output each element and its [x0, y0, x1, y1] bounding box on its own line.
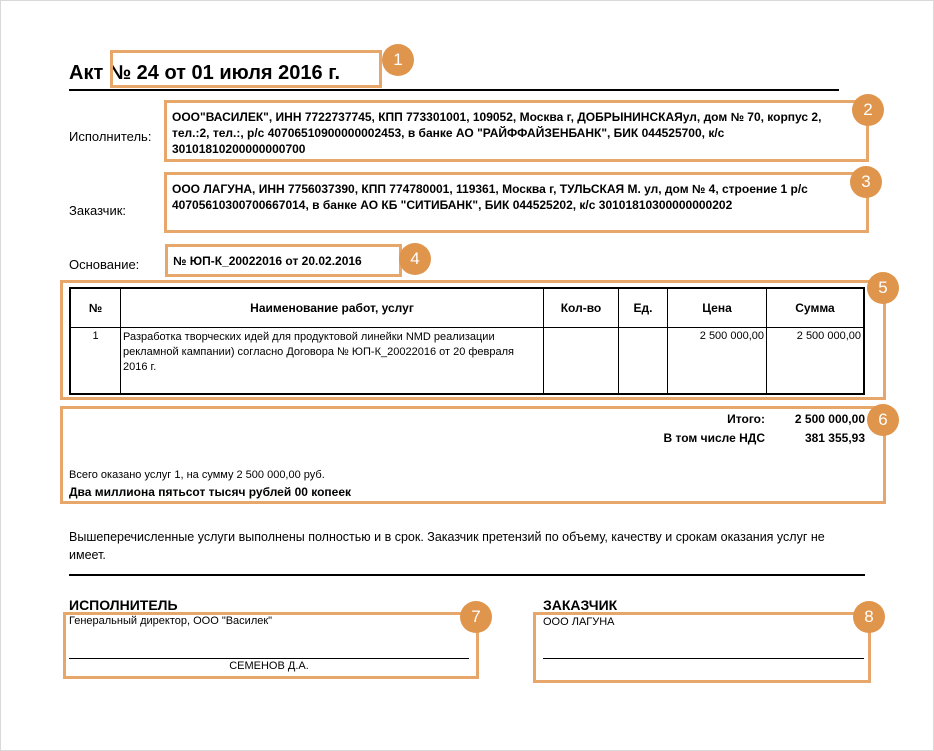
basis-label: Основание: — [69, 257, 140, 272]
col-header-name: Наименование работ, услуг — [121, 288, 544, 328]
executor-heading: ИСПОЛНИТЕЛЬ — [69, 597, 178, 613]
executor-details: ООО"ВАСИЛЕК", ИНН 7722737745, КПП 773301001, 109052, Москва г, ДОБРЫНИНСКАЯул, дом № 70, корпус 2, тел.:2, тел.:, р/с 40706510900000002453, в банке АО "РАЙФФАЙЗЕНБАНК", БИК 044525700, к/с 30101810200000000700 — [172, 110, 822, 156]
customer-signature-line — [543, 658, 864, 659]
cell-sum: 2 500 000,00 — [767, 328, 865, 395]
badge-4: 4 — [399, 243, 431, 275]
cell-qty — [544, 328, 619, 395]
total-value: 2 500 000,00 — [794, 412, 865, 426]
cell-unit — [619, 328, 668, 395]
badge-7: 7 — [460, 601, 492, 633]
col-header-unit: Ед. — [619, 288, 668, 328]
table-header-row — [70, 288, 864, 328]
total-label: Итого: — [727, 412, 765, 426]
amount-in-words: Два миллиона пятьсот тысяч рублей 00 копеек — [69, 485, 352, 499]
executor-signature-line — [69, 658, 469, 659]
badge-3: 3 — [850, 166, 882, 198]
vat-label: В том числе НДС — [663, 431, 765, 445]
cell-name: Разработка творческих идей для продуктовой линейки NMD реализации рекламной кампании) согласно Договора № ЮП-К_20022016 от 20 февраля 2016 г. — [121, 328, 544, 395]
col-header-sum: Сумма — [767, 288, 865, 328]
badge-8: 8 — [853, 601, 885, 633]
col-header-price: Цена — [668, 288, 767, 328]
executor-label: Исполнитель: — [69, 129, 152, 144]
highlight-customer — [164, 172, 869, 233]
customer-heading: ЗАКАЗЧИК — [543, 597, 618, 613]
summary-line: Всего оказано услуг 1, на сумму 2 500 000,00 руб. — [69, 469, 325, 481]
highlight-basis — [165, 244, 402, 277]
title-prefix: Акт — [69, 62, 109, 84]
col-header-num: № — [70, 288, 121, 328]
cell-num: 1 — [70, 328, 121, 395]
completion-statement: Вышеперечисленные услуги выполнены полностью и в срок. Заказчик претензий по объему, качеству и срокам оказания услуг не имеет. — [69, 530, 825, 562]
col-header-qty: Кол-во — [544, 288, 619, 328]
works-table — [69, 287, 865, 395]
badge-6: 6 — [867, 404, 899, 436]
title-number: № 24 от 01 июля 2016 г. — [108, 62, 341, 84]
customer-org: ООО ЛАГУНА — [543, 616, 615, 628]
vat-value: 381 355,93 — [804, 431, 865, 445]
cell-price: 2 500 000,00 — [668, 328, 767, 395]
customer-label: Заказчик: — [69, 203, 127, 218]
highlight-title-number — [110, 50, 382, 88]
badge-5: 5 — [867, 272, 899, 304]
basis-value: № ЮП-К_20022016 от 20.02.2016 — [173, 254, 362, 268]
highlight-executor — [164, 100, 869, 162]
executor-name: СЕМЕНОВ Д.А. — [229, 660, 309, 672]
title-divider — [69, 89, 839, 91]
signatures-divider — [69, 574, 865, 576]
customer-details: ООО ЛАГУНА, ИНН 7756037390, КПП 774780001, 119361, Москва г, ТУЛЬСКАЯ М. ул, дом № 4, строение 1 р/с 40705610300700667014, в банке АО КБ "СИТИБАНК", БИК 044525202, к/с 30101810300000000202 — [172, 182, 808, 212]
executor-position: Генеральный директор, ООО "Василек" — [69, 615, 273, 627]
table-row — [70, 328, 864, 395]
badge-2: 2 — [852, 94, 884, 126]
badge-1: 1 — [382, 44, 414, 76]
